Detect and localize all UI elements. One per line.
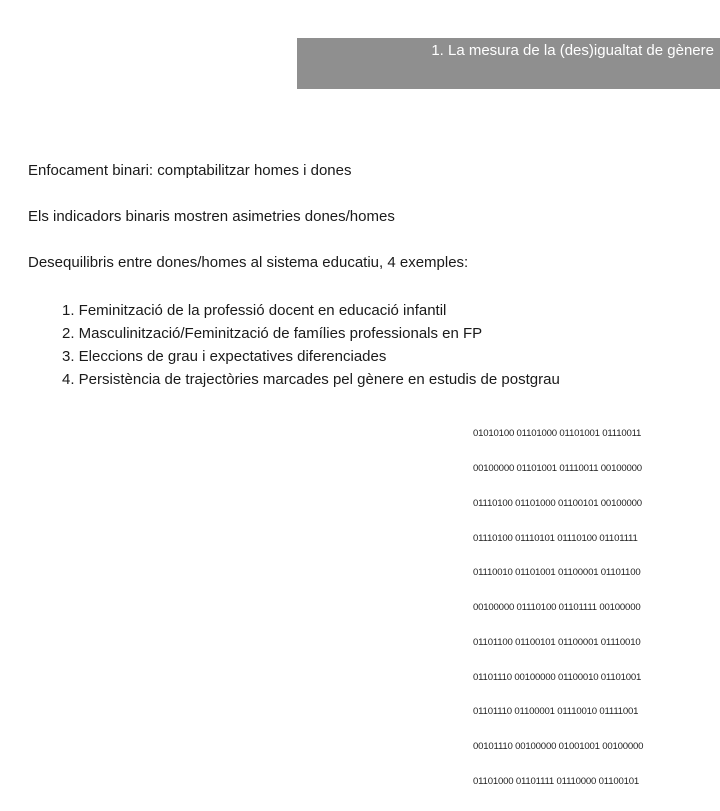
title-bar [297, 38, 720, 89]
binary-line: 01101000 01101111 01110000 01100101 [473, 776, 640, 787]
binary-code-decoration [473, 405, 713, 787]
binary-line: 01110100 01110101 01110100 01101111 [473, 532, 638, 544]
slide-content [28, 162, 708, 391]
binary-line: 00100000 01101001 01110011 00100000 [473, 462, 642, 474]
binary-line: 01110010 01101001 01100001 01101100 [473, 567, 641, 579]
paragraph-binary-indicators: Els indicadors binaris mostren asimetries dones/homes [28, 208, 395, 225]
binary-line: 01110100 01101000 01100101 00100000 [473, 497, 642, 509]
list-item: 2. Masculinització/Feminització de famílies professionals en FP [62, 325, 483, 342]
paragraph-binary-approach: Enfocament binari: comptabilitzar homes i dones [28, 162, 352, 179]
slide-title: 1. La mesura de la (des)igualtat de gènere [431, 42, 714, 59]
binary-line: 01010100 01101000 01101001 01110011 [473, 428, 642, 440]
list-item: 4. Persistència de trajectòries marcades pel gènere en estudis de postgrau [62, 371, 560, 388]
list-item: 1. Feminització de la professió docent en educació infantil [62, 302, 447, 319]
examples-list [28, 299, 708, 391]
binary-line: 01101110 01100001 01110010 01111001 [473, 706, 639, 718]
list-item: 3. Eleccions de grau i expectatives diferenciades [62, 348, 387, 365]
binary-line: 00100000 01110100 01101111 00100000 [473, 602, 641, 614]
paragraph-imbalances: Desequilibris entre dones/homes al sistema educatiu, 4 exemples: [28, 254, 469, 271]
binary-line: 01101110 00100000 01100010 01101001 [473, 671, 642, 683]
binary-line: 01101100 01100101 01100001 01110010 [473, 636, 641, 648]
binary-line: 00101110 00100000 01001001 00100000 [473, 741, 644, 753]
